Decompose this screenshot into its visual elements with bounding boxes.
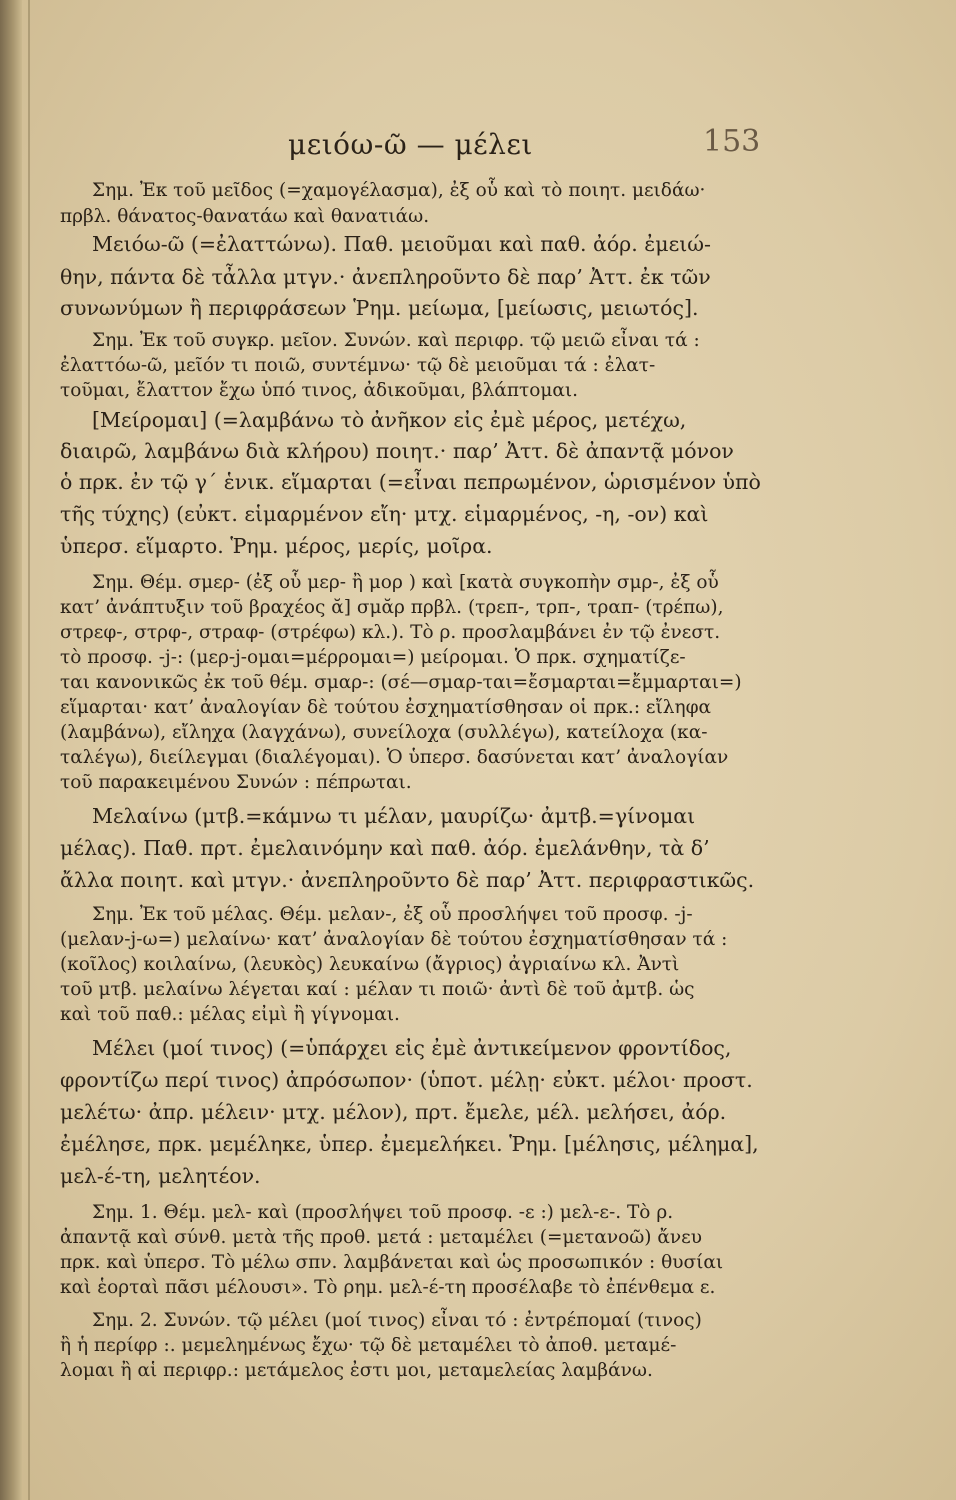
text-line: θην, πάντα δὲ τἆλλα μτγν.· ἀνεπληροῦντο δὲ παρ’ Ἀττ. ἐκ τῶν bbox=[60, 265, 711, 289]
text-line: φροντίζω περί τινος) ἀπρόσωπον· (ὑποτ. μέλῃ· εὐκτ. μέλοι· προστ. bbox=[60, 1068, 753, 1092]
text-line: Μέλει (μοί τινος) (=ὑπάρχει εἰς ἐμὲ ἀντικείμενον φροντίδος, bbox=[92, 1036, 732, 1060]
text-line: εἵμαρται· κατ’ ἀναλογίαν δὲ τούτου ἐσχηματίσθησαν οἱ πρκ.: εἴληφα bbox=[60, 697, 712, 718]
text-line: Σημ. Ἐκ τοῦ μεῖδος (=χαμογέλασμα), ἐξ οὗ καὶ τὸ ποιητ. μειδάω· bbox=[92, 180, 706, 201]
text-line: μέλας). Παθ. πρτ. ἐμελαινόμην καὶ παθ. ἀόρ. ἐμελάνθην, τὰ δ’ bbox=[60, 836, 710, 860]
text-line: ὁ πρκ. ἐν τῷ γ΄ ἑνικ. εἵμαρται (=εἶναι πεπρωμένον, ὡρισμένον ὑπὸ bbox=[60, 470, 761, 494]
text-line: ἐλαττόω-ῶ, μεῖόν τι ποιῶ, συντέμνω· τῷ δὲ μειοῦμαι τά : ἐλατ- bbox=[60, 355, 656, 376]
page-edge-shadow bbox=[28, 0, 30, 1500]
text-line: καὶ ἑορταὶ πᾶσι μέλουσι». Τὸ ρημ. μελ-έ-τη προσέλαβε τὸ ἐπένθεμα ε. bbox=[60, 1277, 716, 1298]
text-line: τοῦ μτβ. μελαίνω λέγεται καί : μέλαν τι ποιῶ· ἀντὶ δὲ τοῦ ἀμτβ. ὡς bbox=[60, 979, 695, 1000]
text-line: ἐμέλησε, πρκ. μεμέληκε, ὑπερ. ἐμεμελήκει. Ῥημ. [μέλησις, μέλημα], bbox=[60, 1132, 759, 1156]
text-line: ται κανονικῶς ἐκ τοῦ θέμ. σμαρ-: (σέ—σμαρ-ται=ἔσμαρται=ἔμμαρται=) bbox=[60, 672, 742, 693]
text-line: τὸ προσφ. -j-: (μερ-j-ομαι=μέρρομαι=) μείρομαι. Ὁ πρκ. σχηματίζε- bbox=[60, 647, 686, 668]
page-number: 153 bbox=[703, 124, 761, 159]
text-line: τοῦμαι, ἔλαττον ἔχω ὑπό τινος, ἀδικοῦμαι, βλάπτομαι. bbox=[60, 380, 579, 401]
running-header bbox=[0, 124, 956, 168]
text-line: [Μείρομαι] (=λαμβάνω τὸ ἀνῆκον εἰς ἐμὲ μέρος, μετέχω, bbox=[92, 408, 687, 432]
text-line: Σημ. Ἐκ τοῦ συγκρ. μεῖον. Συνών. καὶ περιφρ. τῷ μειῶ εἶναι τά : bbox=[92, 330, 700, 351]
text-line: Μελαίνω (μτβ.=κάμνω τι μέλαν, μαυρίζω· ἀμτβ.=γίνομαι bbox=[92, 804, 696, 828]
text-line: ὑπερσ. εἵμαρτο. Ῥημ. μέρος, μερίς, μοῖρα. bbox=[60, 534, 493, 558]
text-line: κατ’ ἀνάπτυξιν τοῦ βραχέος ᾰ] σμᾰρ πρβλ. (τρεπ-, τρπ-, τραπ- (τρέπω), bbox=[60, 597, 724, 618]
text-line: στρεφ-, στρφ-, στραφ- (στρέφω) κλ.). Τὸ ρ. προσλαμβάνει ἐν τῷ ἐνεστ. bbox=[60, 622, 721, 643]
text-line: Σημ. Θέμ. σμερ- (ἐξ οὗ μερ- ἢ μορ ) καὶ [κατὰ συγκοπὴν σμρ-, ἐξ οὗ bbox=[92, 572, 719, 593]
text-line: ταλέγω), διείλεγμαι (διαλέγομαι). Ὁ ὑπερσ. δασύνεται κατ’ ἀναλογίαν bbox=[60, 747, 729, 768]
text-line: Σημ. 1. Θέμ. μελ- καὶ (προσλήψει τοῦ προσφ. -ε :) μελ-ε-. Τὸ ρ. bbox=[92, 1202, 674, 1223]
text-line: Μειόω-ῶ (=ἐλαττώνω). Παθ. μειοῦμαι καὶ παθ. ἀόρ. ἐμειώ- bbox=[92, 232, 711, 256]
book-binding bbox=[0, 0, 22, 1500]
text-line: πρβλ. θάνατος-θανατάω καὶ θανατιάω. bbox=[60, 206, 430, 227]
text-line: τῆς τύχης) (εὐκτ. εἱμαρμένον εἴη· μτχ. εἱμαρμένος, -η, -ον) καὶ bbox=[60, 502, 709, 526]
text-line: ἄλλα ποιητ. καὶ μτγν.· ἀνεπληροῦντο δὲ παρ’ Ἀττ. περιφραστικῶς. bbox=[60, 868, 755, 892]
running-title: μειόω-ῶ — μέλει bbox=[288, 128, 533, 161]
text-line: (μελαν-j-ω=) μελαίνω· κατ’ ἀναλογίαν δὲ τούτου ἐσχηματίσθησαν τά : bbox=[60, 929, 728, 950]
text-line: Σημ. Ἐκ τοῦ μέλας. Θέμ. μελαν-, ἐξ οὗ προσλήψει τοῦ προσφ. -j- bbox=[92, 904, 693, 925]
text-line: διαιρῶ, λαμβάνω διὰ κλήρου) ποιητ.· παρ’ Ἀττ. δὲ ἀπαντᾷ μόνον bbox=[60, 439, 734, 463]
text-line: μελ-έ-τη, μελητέον. bbox=[60, 1164, 261, 1188]
text-line: Σημ. 2. Συνών. τῷ μέλει (μοί τινος) εἶναι τό : ἐντρέπομαί (τινος) bbox=[92, 1310, 702, 1331]
text-line: καὶ τοῦ παθ.: μέλας εἰμὶ ἢ γίγνομαι. bbox=[60, 1004, 400, 1025]
text-line: (κοῖλος) κοιλαίνω, (λευκὸς) λευκαίνω (ἄγριος) ἀγριαίνω κλ. Ἀντὶ bbox=[60, 954, 680, 975]
text-line: πρκ. καὶ ὑπερσ. Τὸ μέλω σπν. λαμβάνεται καὶ ὡς προσωπικόν : θυσίαι bbox=[60, 1252, 724, 1273]
text-line: (λαμβάνω), εἴληχα (λαγχάνω), συνείλοχα (συλλέγω), κατείλοχα (κα- bbox=[60, 722, 708, 743]
text-line: λομαι ἢ αἱ περιφρ.: μετάμελος ἐστι μοι, μεταμελείας λαμβάνω. bbox=[60, 1360, 653, 1381]
text-line: ἢ ἡ περίφρ :. μεμελημένως ἔχω· τῷ δὲ μεταμέλει τὸ ἀποθ. μεταμέ- bbox=[60, 1335, 677, 1356]
text-line: μελέτω· ἀπρ. μέλειν· μτχ. μέλον), πρτ. ἔμελε, μέλ. μελήσει, ἀόρ. bbox=[60, 1100, 727, 1124]
text-line: ἀπαντᾷ καὶ σύνθ. μετὰ τῆς προθ. μετά : μεταμέλει (=μετανοῶ) ἄνευ bbox=[60, 1227, 702, 1248]
text-line: συνωνύμων ἢ περιφράσεων Ῥημ. μείωμα, [μείωσις, μειωτός]. bbox=[60, 296, 699, 320]
text-line: τοῦ παρακειμένου Συνών : πέπρωται. bbox=[60, 772, 412, 793]
